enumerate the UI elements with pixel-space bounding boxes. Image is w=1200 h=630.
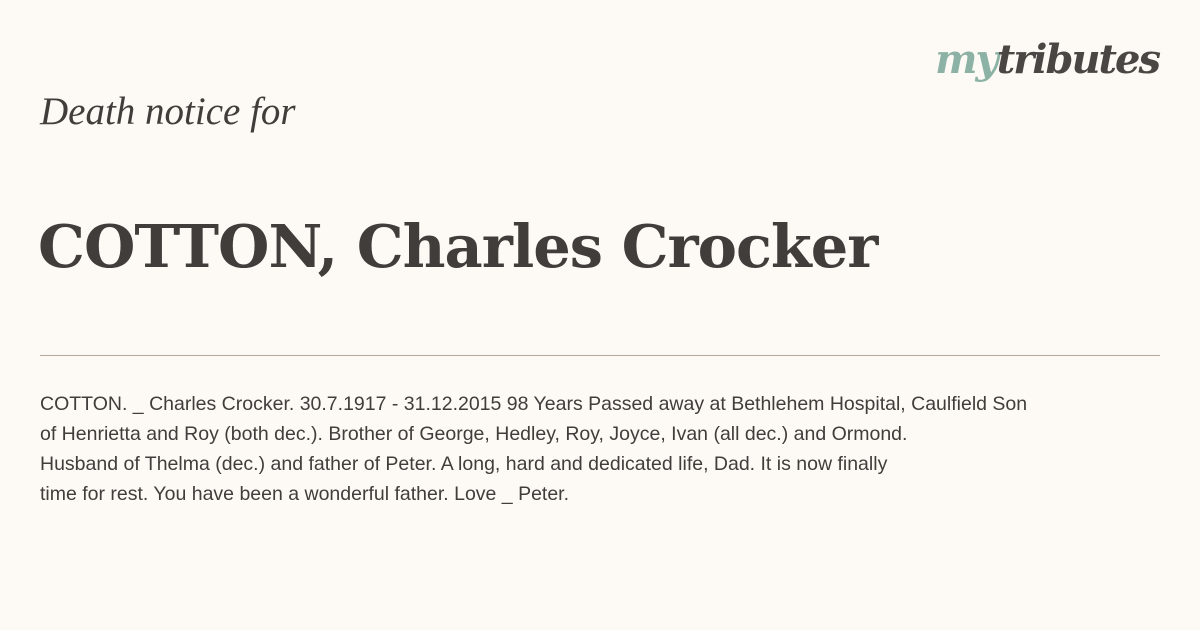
deceased-name: COTTON, Charles Crocker bbox=[38, 212, 878, 281]
mytributes-logo[interactable] bbox=[935, 34, 1159, 86]
section-divider bbox=[40, 355, 1160, 356]
logo-tributes-text: tributes bbox=[996, 36, 1159, 83]
logo-my-text: my bbox=[935, 36, 997, 83]
death-notice-text: COTTON. _ Charles Crocker. 30.7.1917 - 31.12.2015 98 Years Passed away at Bethlehem Hospital, Caulfield Son of Henrietta and Roy (both dec.). Brother of George, Hedley, Roy, Joyce, Ivan (all dec.) and Ormond. Husband of Thelma (dec.) and father of Peter. A long, hard and dedicated life, Dad. It is now finally time for rest. You have been a wonderful father. Love _ Peter. bbox=[40, 393, 1028, 505]
notice-kicker: Death notice for bbox=[40, 90, 296, 133]
